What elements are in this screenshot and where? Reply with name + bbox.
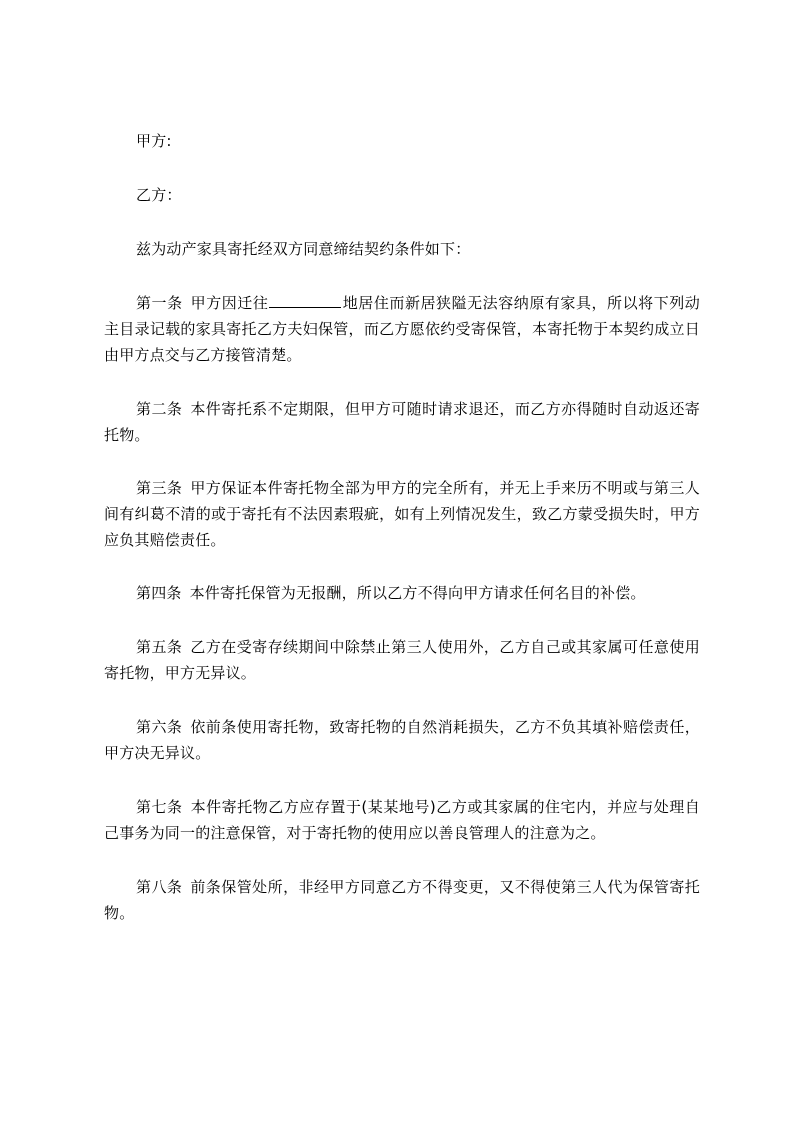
clause-1-blank-field xyxy=(269,293,341,308)
clause-2-text: 本件寄托系不定期限，但甲方可随时请求退还，而乙方亦得随时自动返还寄托物。 xyxy=(104,400,700,444)
clause-6-text: 依前条使用寄托物，致寄托物的自然消耗损失，乙方不负其填补赔偿责任，甲方决无异议。 xyxy=(104,718,700,762)
clause-6 xyxy=(104,714,700,766)
clause-2 xyxy=(104,396,700,448)
clause-3-text: 甲方保证本件寄托物全部为甲方的完全所有，并无上手来历不明或与第三人间有纠葛不清的或于寄托有不法因素瑕疵，如有上列情况发生，致乙方蒙受损失时，甲方应负其赔偿责任。 xyxy=(104,479,700,549)
preamble xyxy=(136,236,732,262)
clause-7-number: 第七条 xyxy=(136,798,183,816)
clause-7-text: 本件寄托物乙方应存置于(某某地号)乙方或其家属的住宅内，并应与处理自己事务为同一的注意保管，对于寄托物的使用应以善良管理人的注意为之。 xyxy=(104,798,700,842)
clause-1-text-after: 地居住而新居狭隘无法容纳原有家具，所以将下列动主目录记载的家具寄托乙方夫妇保管，而乙方愿依约受寄保管，本寄托物于本契约成立日由甲方点交与乙方接管清楚。 xyxy=(104,294,700,364)
clause-8-number: 第八条 xyxy=(136,878,183,896)
clause-6-number: 第六条 xyxy=(136,718,183,736)
clause-3-number: 第三条 xyxy=(136,479,183,497)
party-a-label: 甲方: xyxy=(136,132,172,150)
party-a-line xyxy=(136,128,732,154)
clause-4-number: 第四条 xyxy=(136,584,182,602)
clause-1 xyxy=(104,290,700,368)
clause-8 xyxy=(104,874,700,926)
clause-7 xyxy=(104,794,700,846)
party-b-line xyxy=(136,182,732,208)
clause-4-text: 本件寄托保管为无报酬，所以乙方不得向甲方请求任何名目的补偿。 xyxy=(189,584,646,602)
clause-5 xyxy=(104,634,700,686)
clause-8-text: 前条保管处所，非经甲方同意乙方不得变更，又不得使第三人代为保管寄托物。 xyxy=(104,878,700,922)
clause-1-number: 第一条 xyxy=(136,294,183,312)
clause-4 xyxy=(136,580,706,606)
clause-5-text: 乙方在受寄存续期间中除禁止第三人使用外，乙方自己或其家属可任意使用寄托物，甲方无异议。 xyxy=(104,638,700,682)
clause-2-number: 第二条 xyxy=(136,400,183,418)
preamble-text: 兹为动产家具寄托经双方同意缔结契约条件如下： xyxy=(136,240,471,258)
clause-3 xyxy=(104,475,700,553)
clause-1-text-before: 甲方因迁往 xyxy=(190,294,269,312)
party-b-label: 乙方： xyxy=(136,186,182,204)
clause-5-number: 第五条 xyxy=(136,638,183,656)
